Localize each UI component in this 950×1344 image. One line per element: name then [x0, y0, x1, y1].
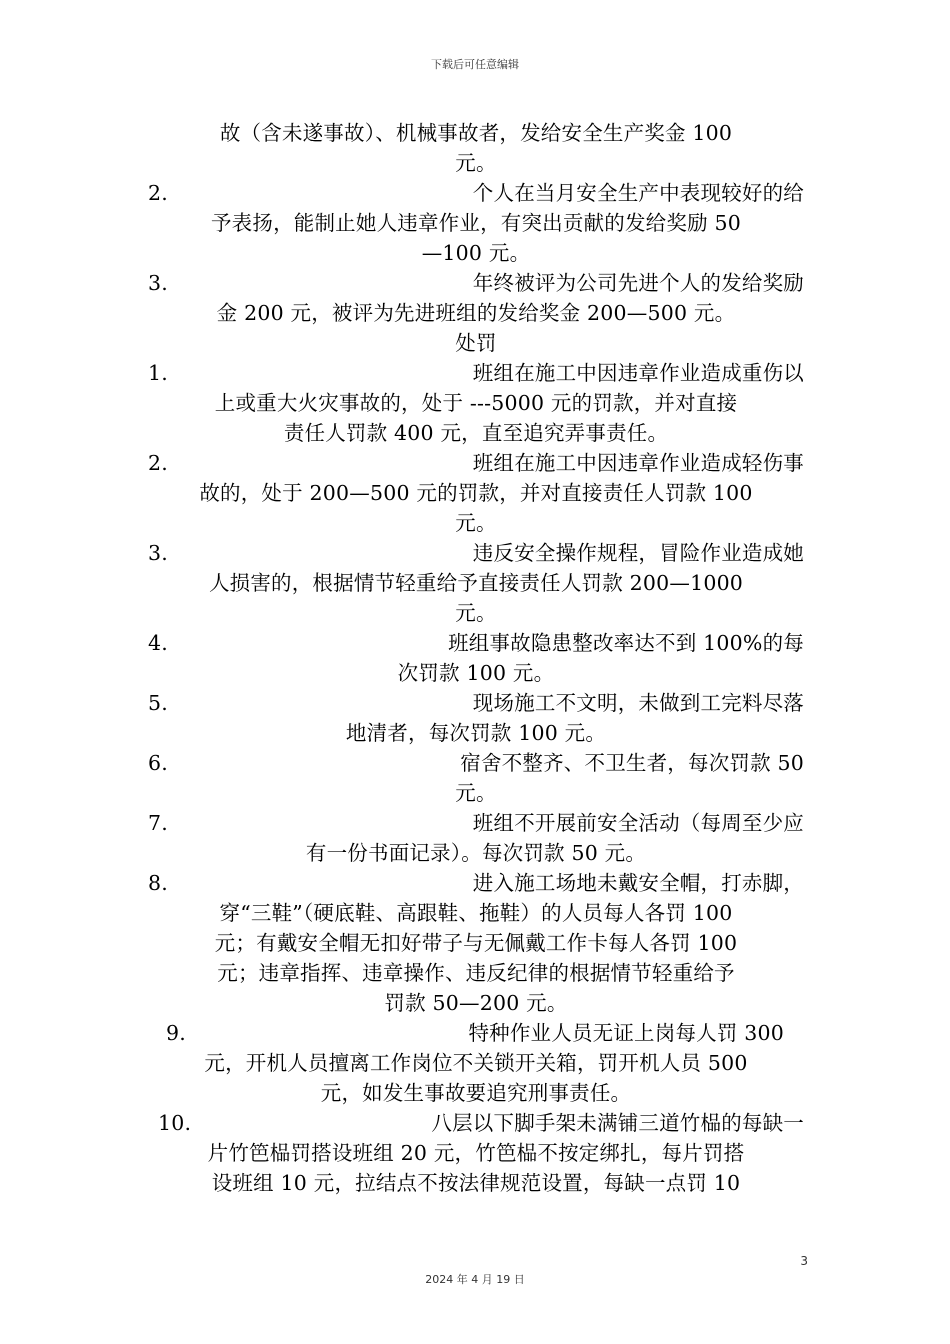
item-text: 年终被评为公司先进个人的发给奖励 — [472, 271, 804, 295]
item-text: 宿舍不整齐、不卫生者，每次罚款 50 — [460, 751, 804, 775]
list-item — [148, 808, 804, 838]
list-item — [148, 358, 804, 388]
text-line: 元。 — [455, 781, 497, 805]
text-line: 元。 — [455, 151, 497, 175]
text-line: 人损害的，根据情节轻重给予直接责任人罚款 200—1000 — [208, 571, 744, 595]
list-item — [148, 448, 804, 478]
text-line: 元。 — [455, 601, 497, 625]
item-text: 八层以下脚手架未满铺三道竹榀的每缺一 — [431, 1111, 804, 1135]
item-number: 8. — [148, 871, 168, 895]
item-text: 特种作业人员无证上岗每人罚 300 — [468, 1021, 784, 1045]
text-line: 片竹笆榀罚搭设班组 20 元，竹笆榀不按定绑扎，每片罚搭 — [207, 1141, 745, 1165]
item-text: 现场施工不文明，未做到工完料尽落 — [472, 691, 804, 715]
list-item — [148, 1018, 804, 1048]
text-line: 故（含未遂事故）、机械事故者，发给安全生产奖金 100 — [219, 121, 733, 145]
page-number: 3 — [800, 1254, 808, 1268]
text-line: 设班组 10 元，拉结点不按法律规范设置，每缺一点罚 10 — [211, 1171, 741, 1195]
section-heading: 处罚 — [455, 331, 497, 355]
item-number: 3. — [148, 541, 168, 565]
item-number: 6. — [148, 751, 168, 775]
item-number: 4. — [148, 631, 168, 655]
item-number: 1. — [148, 361, 168, 385]
text-line: 穿“三鞋”（硬底鞋、高跟鞋、拖鞋）的人员每人各罚 100 — [219, 901, 733, 925]
text-line: 有一份书面记录）。每次罚款 50 元。 — [305, 841, 647, 865]
text-line: 次罚款 100 元。 — [397, 661, 555, 685]
text-line: 故的，处于 200—500 元的罚款，并对直接责任人罚款 100 — [199, 481, 753, 505]
list-item — [148, 748, 804, 778]
text-line: 上或重大火灾事故的，处于 ---5000 元的罚款，并对直接 — [214, 391, 738, 415]
item-number: 9. — [166, 1021, 186, 1045]
item-text: 班组事故隐患整改率达不到 100%的每 — [448, 631, 804, 655]
item-text: 班组在施工中因违章作业造成轻伤事 — [472, 451, 804, 475]
item-number: 10. — [158, 1111, 192, 1135]
item-number: 3. — [148, 271, 168, 295]
list-item — [148, 268, 804, 298]
list-item — [148, 1108, 804, 1138]
item-text: 进入施工场地未戴安全帽，打赤脚， — [472, 871, 804, 895]
list-item — [148, 628, 804, 658]
list-item — [148, 868, 804, 898]
list-item — [148, 538, 804, 568]
text-line: 元，开机人员擅离工作岗位不关锁开关箱，罚开机人员 500 — [204, 1051, 748, 1075]
text-line: —100 元。 — [421, 241, 531, 265]
document-body — [148, 118, 804, 1198]
item-number: 2. — [148, 451, 168, 475]
list-item — [148, 688, 804, 718]
text-line: 责任人罚款 400 元，直至追究弄事责任。 — [283, 421, 669, 445]
item-text: 班组在施工中因违章作业造成重伤以 — [472, 361, 804, 385]
text-line: 元；有戴安全帽无扣好带子与无佩戴工作卡每人各罚 100 — [214, 931, 738, 955]
item-number: 2. — [148, 181, 168, 205]
page-footer-date: 2024 年 4 月 19 日 — [425, 1273, 525, 1286]
text-line: 罚款 50—200 元。 — [384, 991, 568, 1015]
text-line: 元。 — [455, 511, 497, 535]
item-text: 班组不开展前安全活动（每周至少应 — [472, 811, 804, 835]
page-header: 下载后可任意编辑 — [431, 58, 519, 71]
text-line: 予表扬，能制止她人违章作业，有突出贡献的发给奖励 50 — [210, 211, 741, 235]
item-text: 违反安全操作规程，冒险作业造成她 — [472, 541, 804, 565]
text-line: 地清者，每次罚款 100 元。 — [345, 721, 607, 745]
text-line: 元；违章指挥、违章操作、违反纪律的根据情节轻重给予 — [217, 961, 735, 985]
item-number: 5. — [148, 691, 168, 715]
text-line: 金 200 元，被评为先进班组的发给奖金 200—500 元。 — [216, 301, 736, 325]
text-line: 元，如发生事故要追究刑事责任。 — [320, 1081, 632, 1105]
item-number: 7. — [148, 811, 168, 835]
list-item — [148, 178, 804, 208]
item-text: 个人在当月安全生产中表现较好的给 — [472, 181, 804, 205]
